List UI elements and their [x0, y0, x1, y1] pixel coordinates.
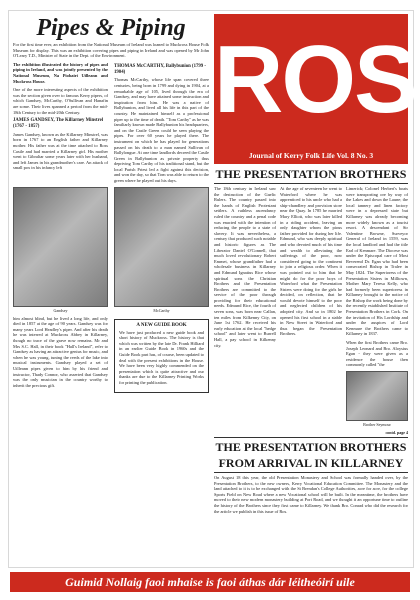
ros-logo: ROS [214, 26, 417, 133]
guide-book-text: We have just produced a new guide book and short history of Muckross. The history is that which was written by the late Dr. Frank Hilliard in an earlier Guide Book in 1960s and the Guide Book part has, of course, been updated to deal with the present exhibitions in the House. We have been very highly commended on the presentation which is quite attractive and our thanks are due to the Killarney Printing Works for printing the publication. [119, 329, 204, 385]
lower-left-a [13, 316, 108, 393]
ros-masthead [214, 14, 417, 164]
mccarthy-caption: McCarthy [153, 307, 170, 313]
gandsey-text-continued: him almost blind, but he lived a long life, and only died in 1857 at the age of 90 years. Gandsey was for many years Lord Headley's piper. And after his death he was interred at Muckross Abbey in Killarney, though no trace of the grave now remains. Mr and Mrs S.C. Hall, in their book "Hall's Ireland", refer to Gandsey as having an attractive genius for music, and when he was young, tuning the reeds of the lake into musical instruments. Gandsey played a set of Uilleann pipes given to him by his friend and instructor, Thady Connor, who asserted that Gandsey was the only musician in the country worthy to inherit the precious gift. [13, 315, 108, 388]
christmas-greeting-banner: Guimid Nollaig faoi mhaise is faoi áthas dár léitheóirí uile [10, 572, 410, 592]
presentation-text-2: At the age of seventeen he went to Waterford where he was apprenticed to his uncle who had a ship-chandlery and provision store near the Quay. In 1785 he married Mary Elliott, who was later killed in a riding accident, leaving an only daughter whom the pious father provided for during her life. Edmund, who was deeply spiritual and who devoted much of his time and wealth to alleviating the sufferings of the poor, now considered going to the continent to join a religious order. When it was pointed out to him that he might do for the poor boys of Waterford what the Presentation Sisters were doing for the girls he decided, on reflection, that he would devote himself to the poor and neglected children of his adopted city. And so in 1802 he opened his first school in a stable in New Street in Waterford and thus began the Presentation Brothers. [280, 186, 342, 337]
arrival-title-line-2: FROM ARRIVAL IN KILLARNEY [218, 456, 404, 470]
left-column [13, 14, 209, 393]
lower-left-b [114, 316, 209, 393]
brother-caption: Brother Seymour [363, 422, 391, 427]
mccarthy-heading: THOMAS McCARTHY, Ballybunion (1799 - 1904) [114, 63, 207, 75]
pipes-piping-title: Pipes & Piping [36, 15, 186, 41]
arrival-text: On August 18 this year, the old Presentation Monastery and School was formally handed over, by the Presentation Brothers, to the new owners, Kerry Vocational Education Committee. The Monastery and the land attached to it is to be exchanged with the St Brendan's College Authorities, acre for acre, for the college Sports Field on New Road where a new Vocational school will be built. In the meantime, the brothers have moved to their new modern monastery building at Port Road, and we thought it an opportune time to outline the history of the Brothers since they first came to Killarney. We thank Bro. Conrad who did the research for the article we publish in this issue of Ros. [214, 475, 408, 514]
gandsey-photo [13, 187, 108, 307]
guide-book-box [114, 319, 209, 393]
lead-bold: The exhibition illustrated the history of pipes and piping in Ireland, and was jointly presented by the National Museum, Na Piobairi Uilleann and Muckross House. [13, 61, 108, 84]
guide-book-title: A NEW GUIDE BOOK [136, 322, 187, 328]
presentation-text-1: The 18th century in Ireland saw the destruction of the Gaelic Rulers. The country passed into the hands of English Protestant settlers. A ruthless ascendancy ruled the country and a penal code was enacted with the intention of reducing the people to a state of slavery. It was nevertheless, a century that produced such notable and historic figures as The Liberator Daniel O'Connell, that much loved revolutionary Robert Emmet, whose grandfather had a wholesale business in Killarney and Edmund Ignatius Rice whose spiritual sons the Christian Brothers and the Presentation Brothers are committed to the service of the poor through providing for their educational needs. Edmund Rice, the fourth of seven sons, was born near Callan, ten miles from Kilkenny City, on June 1st 1762. He received his early education at the local "hedge school" and later went to Burrell Hall, a pay school in Kilkenny city. [214, 186, 276, 348]
gandsey-photo-block [13, 187, 108, 316]
left-two-columns [13, 62, 209, 187]
arrival-rule-top [214, 437, 408, 438]
mccarthy-photo-block [114, 187, 209, 316]
intro-paragraph: For the first time ever, an exhibition from the National Museum of Ireland was loaned to Muckross House Folk Museum for display. This was an exhibition covering pipes and piping in Ireland and was opened by Mr John O'Leary T.D., Minister of State in the Dept. of the Environment. [13, 42, 209, 59]
continued-note: contd. page 4 [385, 430, 408, 435]
left-subcolumn-a [13, 62, 108, 187]
right-column [214, 14, 417, 517]
presentation-text-3b: When the first Brothers came Bro. Joseph Leonard and Bro. Aloysius Egan - they were given as a residence the house then commonly called "the [346, 340, 408, 368]
title-rule [214, 183, 408, 184]
brother-photo [346, 371, 408, 421]
presentation-brothers-title: THE PRESENTATION BROTHERS [215, 167, 407, 181]
presentation-col-3 [346, 186, 408, 435]
presentation-col-2 [280, 186, 342, 435]
arrival-rule-bottom [214, 472, 408, 473]
lead-rest: One of the more interesting aspects of the exhibition was the section given over to famous Kerry pipers, of which Gandsey, McCarthy, O'Sullivan and Hanafin are some. Their lives spanned a period from the mid-18th Century to the mid-20th Century. [13, 87, 108, 115]
presentation-text-3: Limerick; Colonel Herbert's boats were transporting ore by way of the Lakes and down the Laune; the local tannery and linen factory were in a depressed state but Killarney was already becoming more widely known as a tourist resort. A descendant of Sir Valentine Browne, Surveyor General of Ireland in 1559, was the local landlord and had the title Earl of Kenmare. The Diocese was under the Episcopal care of Most Reverend Dr. Egan who had been consecrated Bishop in Tralee in May 1824. The Superioress of the Presentation Sisters in Milltown, Mother Mary Teresa Kelly, who had formerly been superioress in Killarney brought to the notice of the Bishop the work being done by the recently established Institute of Presentation Brothers in Cork. On the invitation of His Lordship and under the auspices of Lord Kenmare the Brothers came to Killarney in 1837. [346, 186, 408, 337]
gandsey-text: James Gandsey, known as the Killarney Minstrel, was born in 1767 to an English father and Killarney mother. His father was at the time attached to Ross Castle and had married a Killarney girl. His mother went to Gibraltar some years later with her husband, and left James in his grandmother's care. An attack of small pox in his infancy left [13, 131, 108, 171]
journal-subtitle: Journal of Kerry Folk Life Vol. 8 No. 3 [248, 151, 374, 160]
photos-row [13, 187, 209, 316]
gandsey-caption: Gandsey [53, 307, 68, 313]
mccarthy-text: Thomas McCarthy, whose life span covered three centuries, being born in 1799 and dying in 1904, at a remarkable age of 105, lived through the era of Gandsey, and may have attained some instruction and inspiration from him. He was a native of Ballybunion, and lived all his life in this part of the country. He maintained himself as a professional piper up to the time of death. "Tom Carthy" as he was familiarly known made Ballybunion his headquarters, and on the Castle Green could be seen playing the pipes. For over 60 years he played there. The instrument on which he has played for generations passed on his death to a man named Sullivan of Ballylongue. At one time landlords decreed the Castle Green in Ballybunion as private property thus depriving Tom Carthy of his traditional stand, but the local Parish Priest led a fight against this decision, and won the day, so that Tom was able to return to the green where he played out his days. [114, 77, 209, 184]
mccarthy-photo [114, 187, 209, 307]
left-subcolumn-b [114, 62, 209, 187]
presentation-col-1 [214, 186, 276, 435]
gandsey-heading: JAMES GANDSEY, The Killarney Minstrel (1767 - 1857) [13, 118, 104, 129]
arrival-title-line-1: THE PRESENTATION BROTHERS [215, 440, 407, 454]
presentation-columns [214, 186, 408, 435]
lower-left-columns [13, 316, 209, 393]
